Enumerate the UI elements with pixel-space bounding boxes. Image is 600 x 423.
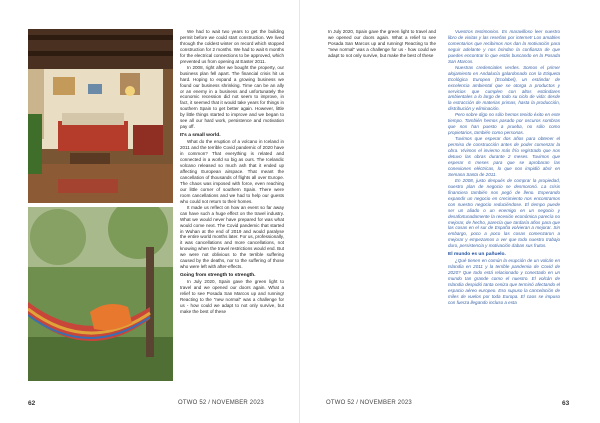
hammock-illustration: [28, 207, 173, 381]
paragraph: In 2008, right after we bought the property, our business plan fell apart. The financial crisis hit us hard. Hoping to expand a growing business we found our business shrinking. Time can be an ally or an enemy in a business and unfortunately the economic recession did not seem to improve, in fact, it seemed that it would take years for things in southern Spain to get better again. However, little by little things started to improve and we began to see all our hard work, persistence and motivation pay off.: [180, 64, 284, 130]
paragraph: Vuestros testimonios. Es maravilloso leer nuestro libro de visitas y las reseñas por internet! Los amables comentarios que recibimos nos dan la motivación para seguir adelante y nos brindan la confianza de que puedes encontrar lo que estás buscando en la Posada San Marcos.: [448, 29, 560, 64]
right-page: [300, 0, 600, 423]
paragraph: Tuvimos que esperar dos años para obtener el permiso de construcción antes de poder comenzar la obra. Vivimos el invierno más frío registrado que nos detuvo las obras durante 2 meses. Tuvimos que esperar 6 meses para que se aprobaran las conexiones eléctricas, lo que nos impidió abrir en Semana Santa de 2011.: [448, 136, 560, 177]
paragraph: It made us reflect on how an event so far away can have such a huge effect on the travel industry. What we would never have prepared for was what would come next. The Covid pandemic that started in Wuhan at the end of 2019 and would paralyse the entire world months later. For us, professionally, it was cancellations and more cancellations, not knowing when the travel restrictions would end. But we were not oblivious to the terrible suffering caused by the deaths, nor to the suffering of those who were left with after-effects.: [180, 204, 284, 270]
hammock-photo: [28, 207, 173, 381]
page-number: 62: [28, 400, 36, 407]
paragraph: What do the eruption of a volcano in Iceland in 2011 and the terrible Covid pandemic of 2020 have in common? That everything is related and connected in a world so big as ours. The Icelandic volcano released so much ash that it ended up affecting European airspace. That meant the cancellation of thousands of flights all over Europe. The chaos was imposed with force, even reaching our little corner of southern Spain. There were room cancellations and we had to help our guests who could not return to their homes.: [180, 139, 284, 204]
page-footer: OTWO 52 / NOVEMBER 2023: [326, 400, 412, 406]
paragraph: ¿Qué tienen en común la erupción de un volcán en Islandia en 2011 y la terrible pandemia de Covid de 2020? Que todo está relacionado y conectado en un mundo tan grande como el nuestro. El volcán de Islandia despidió tanta ceniza que terminó afectando el espacio aéreo europeo. Eso supuso la cancelación de miles de vuelos por toda Europa. El caos se impuso con fuerza llegando incluso a esta: [448, 258, 560, 305]
paragraph: We had to wait two years to get the building permit before we could start construction. We lived through the coldest winter on record which stopped construction for 2 months. We had to wait 6 months for the electrical connections to be approved, which prevented us from opening at Easter 2011.: [180, 29, 284, 64]
paragraph: Nuestras credenciales verdes. Somos el primer alojamiento en Andalucía galardonado con la Etiqueta Ecológica Europea (Ecolabel), un estándar de excelencia ambiental que se otorga a productos y servicios que cumplen con altos estándares ambientales a lo largo de todo su ciclo de vida: desde la extracción de materias primas, hasta la producción, distribución y eliminación.: [448, 64, 560, 112]
section-heading: Going from strength to strength.: [180, 273, 256, 279]
english-continuation-column: [328, 29, 436, 386]
paragraph: Pero sobre digo no sólo hemos tenido éxito en este tiempo. También hemos pasado por oscuros sombras que nos han puesto a prueba, no sólo como propietarios, también como personas.: [448, 112, 560, 136]
living-room-illustration: [28, 29, 173, 203]
section-heading: El mundo es un pañuelo.: [448, 252, 506, 258]
page-number: 63: [562, 400, 570, 407]
paragraph: En 2008, justo después de comprar la propiedad, nuestro plan de negocio se desmoronó. La crisis financiera también nos pegó de lleno. Esperando expandir un negocio en crecimiento nos encontramos con nuestro negocio reduciéndose. El tiempo puede ser un aliado o un enemigo en un negocio y desafortunadamente la recesión económica parecía no mejorar, de hecho, parecía que tardaría años para que las cosas en el sur de España volvieran a mejorar. Sin embargo, poco a poco las cosas comenzaron a mejorar y empezamos a ver que todo nuestro trabajo duro, persistencia y motivación daban sus frutos.: [448, 177, 560, 249]
paragraph: In July 2020, Spain gave the green light to travel and we opened our doors again. What a relief to see Posada San Marcos up and running! Reacting to the "new normal" was a challenge for us - how could we adapt to not only survive, but make the best of these: [328, 29, 436, 58]
left-text-column: [180, 29, 284, 379]
section-heading: It's a small world.: [180, 133, 221, 139]
living-room-photo: [28, 29, 173, 203]
spanish-text-column: [448, 29, 560, 386]
page-footer: OTWO 52 / NOVEMBER 2023: [178, 400, 264, 406]
paragraph: In July 2020, Spain gave the green light to travel and we opened our doors again. What a relief to see Posada San Marcos up and running! Reacting to the "new normal" was a challenge for us - how could we adapt to not only survive, but make the best of these: [180, 279, 284, 314]
